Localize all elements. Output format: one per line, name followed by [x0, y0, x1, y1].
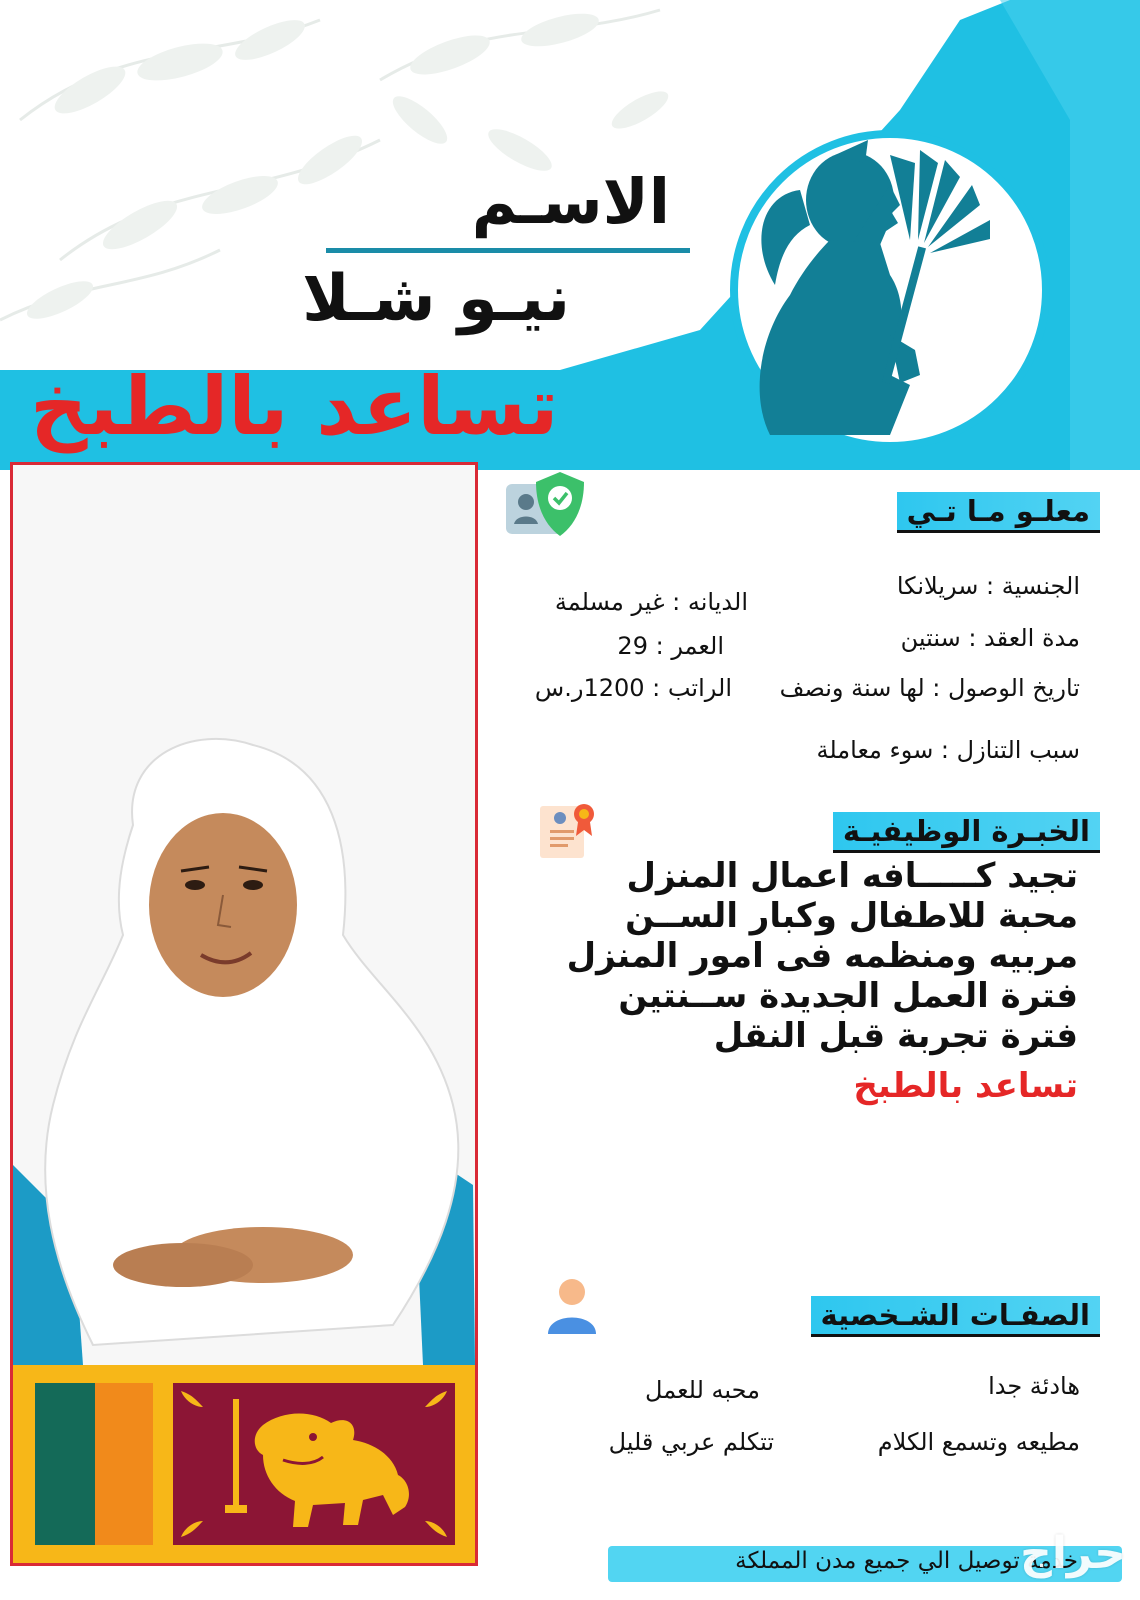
transfer-reason-field: سبب التنازل : سوء معاملة — [816, 736, 1080, 764]
name-underline — [326, 248, 690, 253]
experience-line: فترة تجربة قبل النقل — [713, 1016, 1078, 1056]
nationality-field: الجنسية : سريلانكا — [896, 572, 1080, 600]
trait-item: مطيعه وتسمع الكلام — [877, 1428, 1080, 1456]
salary-field: الراتب : 1200ر.س — [534, 674, 732, 702]
arrival-date-field: تاريخ الوصول : لها سنة ونصف — [779, 674, 1080, 702]
trait-item: تتكلم عربي قليل — [608, 1428, 774, 1456]
experience-line: فترة العمل الجديدة ســنتين — [618, 976, 1078, 1016]
name-label: الاسـم — [471, 165, 670, 238]
age-field: العمر : 29 — [617, 632, 724, 660]
trait-item: محبه للعمل — [645, 1376, 760, 1404]
info-heading: معلـو مـا تـي — [897, 492, 1100, 533]
experience-line: مربيه ومنظمه فى امور المنزل — [566, 936, 1078, 976]
delivery-banner-text: خدمة توصيل الي جميع مدن المملكة — [735, 1548, 1078, 1574]
person-icon — [546, 1276, 598, 1336]
experience-line: تجيد كـــــافه اعمال المنزل — [626, 856, 1078, 896]
experience-heading: الخبـرة الوظيفيـة — [833, 812, 1100, 853]
cooking-badge: تساعد بالطبخ — [30, 360, 559, 453]
name-value: نيـو شـلا — [302, 262, 570, 336]
watermark-logo: حراج — [1020, 1528, 1126, 1579]
contract-duration-field: مدة العقد : سنتين — [900, 624, 1080, 652]
trait-item: هادئة جدا — [988, 1372, 1080, 1400]
profile-photo-frame — [10, 462, 478, 1566]
experience-line: محبة للاطفال وكبار الســن — [625, 896, 1078, 936]
id-card-shield-icon — [504, 470, 588, 540]
sri-lanka-flag — [13, 1365, 475, 1563]
traits-heading: الصفـات الشـخصية — [811, 1296, 1100, 1337]
maid-silhouette-icon — [740, 135, 1040, 435]
profile-photo — [13, 465, 475, 1365]
flag-graphic — [13, 1365, 475, 1563]
experience-highlight: تساعد بالطبخ — [853, 1066, 1078, 1106]
religion-field: الديانه : غير مسلمة — [554, 588, 748, 616]
certificate-icon — [536, 800, 598, 862]
